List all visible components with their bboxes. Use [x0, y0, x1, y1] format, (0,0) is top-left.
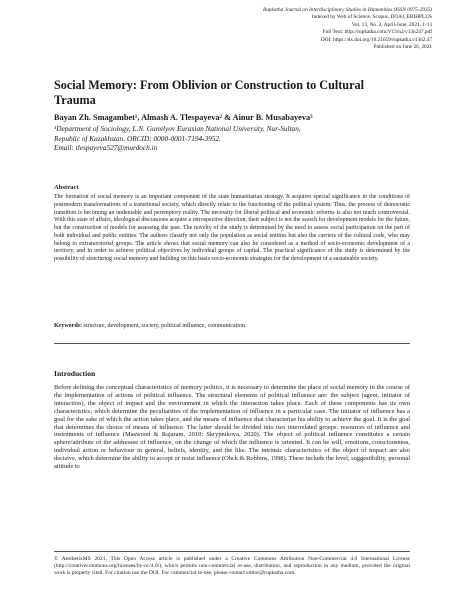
- author-list: Bayan Zh. Smagambet¹, Almash A. Tlespayeva² & Ainur B. Musabayeva³: [54, 113, 313, 122]
- doi-link[interactable]: DOI: https://dx.doi.org/10.21659/rupkatha.v13n2.47: [320, 36, 432, 43]
- footer-divider: [54, 551, 410, 552]
- affiliation-line: ¹Department of Sociology, L.N. Gumilyov Eurasian National University, Nur-Sultan,: [54, 124, 301, 133]
- abstract-heading: Abstract: [54, 184, 79, 191]
- fulltext-link[interactable]: Full Text: http://rupkatha.com/V13/n2/v13n247.pdf: [322, 29, 432, 36]
- journal-header: [172, 7, 432, 51]
- keywords-label: Keywords:: [54, 323, 82, 329]
- published-date: Published on June 26, 2021: [373, 44, 432, 51]
- introduction-text: Before defining the conceptual characteristics of memory politics, it is necessary to determine the place of social memory in the course of the implementation of actions of political influence. The structural elements of political influence are: the subject (agent, initiator of interaction), the object of impact and the environment in which the interaction takes place. Each of these components has its own characteristics, which determine the peculiarities of the implementation of influence in a particular case. The initiator of influence has a goal for the sake of which the action takes place, and the means of influence that characterise his ability to achieve the goal. It is the goal that determines the choice of means of influence. The latter should be divided into two interrelated groups: resources of influence and instruments of influence (Maswood & Rajaram, 2019; Skrypnikova, 2020). The object of political influence constitutes a certain sphere/attribute of the addressee of influence, on the change of which the influence is oriented. It can be will, emotions, consciousness, individual action or behaviour in general, beliefs, identity, and the like. The intrinsic characteristics of the object of impact are also decisive, which determine the ability to accept or resist influence (Ohck & Robbins, 1998). These include the level, suggestibility, personal attitude to: [54, 384, 410, 471]
- author-affiliation: [54, 124, 414, 153]
- affiliation-email[interactable]: Email: tlespayeva527@murdoch.in: [54, 143, 158, 153]
- section-divider: [54, 343, 410, 344]
- keywords-list: structure, development, society, political influence, communication.: [82, 323, 247, 329]
- affiliation-orcid: Republic of Kazakhstan. ORCID: 0000-0001-7194-3952.: [54, 133, 221, 143]
- volume-info: Vol. 13, No. 2, April-June, 2021. 1-13: [351, 21, 432, 28]
- journal-name: Rupkatha Journal on Interdisciplinary Studies in Humanities (ISSN 0975-2935): [263, 7, 432, 13]
- keywords: [54, 323, 410, 329]
- paper-title: Social Memory: From Oblivion or Construction to Cultural Trauma: [54, 78, 364, 107]
- abstract-text: The formation of social memory is an important component of the state humanitarian strategy. It acquires special significance in the conditions of postmodern transformations of a transitional society, which directly relate to the functioning of the political system. Thus, the process of democratic transition is becoming an undeniable and peremptory reality. The necessity for liberal political and economic reforms is also not much controversial. With this state of affairs, ideological discussions acquire a retrospective direction, their subject is not the search for development models for the future, but the construction of models for assessing the past. The novelty of the study is determined by the need to assess social participation on the part of both individual and public entities. The authors classify not only the population as social entities but also the carriers of the cultural code, who may belong to extraterritorial groups. The article shows that social memory can also be considered as a method of socio-economic development of a territory, and in order to achieve political objectives by individual groups of capital. The practical significance of the study is determined by the possibility of structuring social memory and building on this basis socio-economic strategies for the development of a sustainable society.: [54, 194, 410, 262]
- introduction-heading: Introduction: [54, 369, 96, 378]
- indexing-info: Indexed by Web of Science, Scopus, DOAJ, ERIHPLUS: [311, 14, 432, 21]
- license-footer: © AesthetixMS 2021. This Open Access article is published under a Creative Commons Attribution Non-Commercial 4.0 International License (http://creativecommons.org/licenses/by-nc/4.0/), which permits non-commercial re-use, distribution, and reproduction in any medium, provided the original work is properly cited. For citation use the DOI. For commercial re-use, please contact editor@rupkatha.com.: [54, 556, 410, 577]
